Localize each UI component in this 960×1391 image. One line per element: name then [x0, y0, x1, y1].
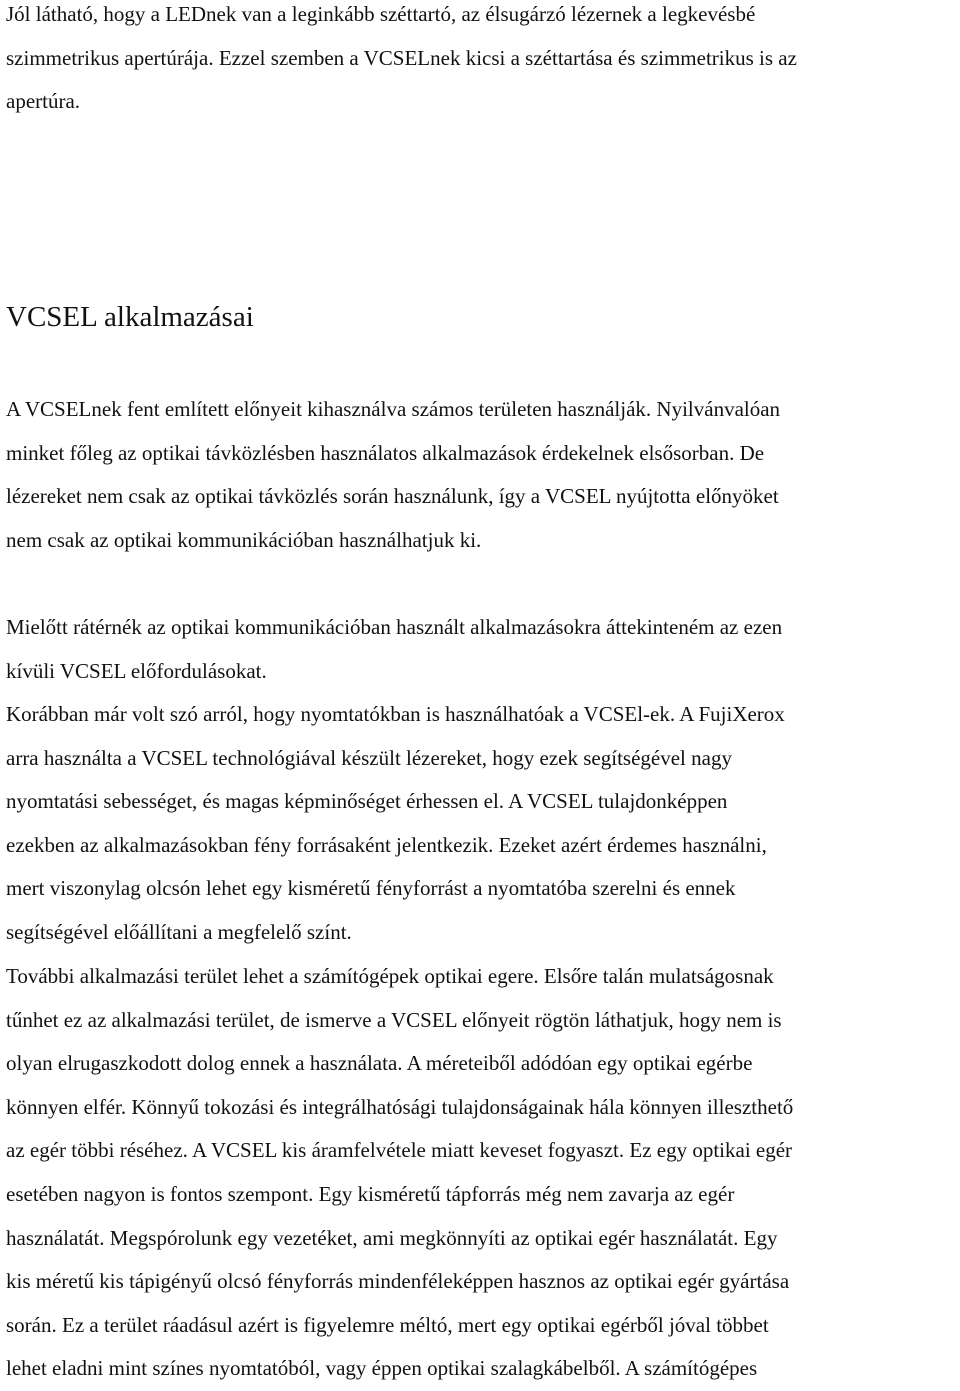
paragraph-overview	[6, 606, 782, 693]
text-line: kis méretű kis tápigényű olcsó fényforrás mindenféleképpen hasznos az optikai egér gyártása	[6, 1269, 790, 1294]
text-line: nyomtatási sebességet, és magas képminőséget érhessen el. A VCSEL tulajdonképpen	[6, 789, 728, 814]
text-line: mert viszonylag olcsón lehet egy kisméretű fényforrást a nyomtatóba szerelni és ennek	[6, 876, 736, 901]
text-line: esetében nagyon is fontos szempont. Egy kisméretű tápforrás még nem zavarja az egér	[6, 1181, 735, 1206]
text-line: olyan elrugaszkodott dolog ennek a használata. A méreteiből adódóan egy optikai egérbe	[6, 1051, 753, 1076]
text-line: arra használta a VCSEL technológiával készült lézereket, hogy ezek segítségével nagy	[6, 745, 732, 770]
text-line: során. Ez a terület ráadásul azért is figyelemre méltó, mert egy optikai egérből jóval többet	[6, 1312, 769, 1337]
text-line: További alkalmazási terület lehet a számítógépek optikai egere. Elsőre talán mulatságosnak	[6, 964, 774, 988]
paragraph-printers	[6, 693, 785, 955]
text-line: Korábban már volt szó arról, hogy nyomtatókban is használhatóak a VCSEl-ek. A FujiXerox	[6, 702, 785, 726]
text-line: minket főleg az optikai távközlésben használatos alkalmazások érdekelnek elsősorban. De	[6, 440, 765, 465]
text-line: Mielőtt rátérnék az optikai kommunikációban használt alkalmazásokra áttekinteném az ezen	[6, 615, 783, 639]
text-line: kívüli VCSEL előfordulásokat.	[6, 658, 267, 683]
text-line: lézereket nem csak az optikai távközlés során használunk, így a VCSEL nyújtotta előnyöket	[6, 484, 779, 509]
paragraph-applications-intro	[6, 388, 780, 562]
document-page	[6, 0, 954, 1381]
text-line: használatát. Megspórolunk egy vezetéket, ami megkönnyíti az optikai egér használatát. Egy	[6, 1225, 778, 1250]
text-line: ezekben az alkalmazásokban fény forrásaként jelentkezik. Ezeket azért érdemes használni,	[6, 832, 767, 857]
text-line: Jól látható, hogy a LEDnek van a leginkább széttartó, az élsugárzó lézernek a legkevésbé	[6, 2, 756, 26]
intro-paragraph	[6, 0, 954, 124]
text-line: az egér többi réséhez. A VCSEL kis áramfelvétele miatt keveset fogyaszt. Ez egy optikai egér	[6, 1138, 793, 1163]
text-line: nem csak az optikai kommunikációban használhatjuk ki.	[6, 527, 482, 552]
section-heading: VCSEL alkalmazásai	[6, 301, 254, 333]
text-line: tűnhet ez az alkalmazási terület, de ismerve a VCSEL előnyeit rögtön láthatjuk, hogy nem is	[6, 1007, 782, 1032]
text-line: A VCSELnek fent említett előnyeit kihasználva számos területen használják. Nyilvánvalóan	[6, 397, 781, 421]
text-line: lehet eladni mint színes nyomtatóból, vagy éppen optikai szalagkábelből. A számítógépes	[6, 1356, 758, 1381]
text-line: szimmetrikus apertúrája. Ezzel szemben a VCSELnek kicsi a széttartása és szimmetrikus is az	[6, 45, 797, 70]
text-line: segítségével előállítani a megfelelő színt.	[6, 919, 352, 944]
paragraph-optical-mouse	[6, 955, 793, 1391]
text-line: apertúra.	[6, 89, 81, 114]
text-line: könnyen elfér. Könnyű tokozási és integrálhatósági tulajdonságainak hála könnyen illeszthető	[6, 1094, 794, 1119]
